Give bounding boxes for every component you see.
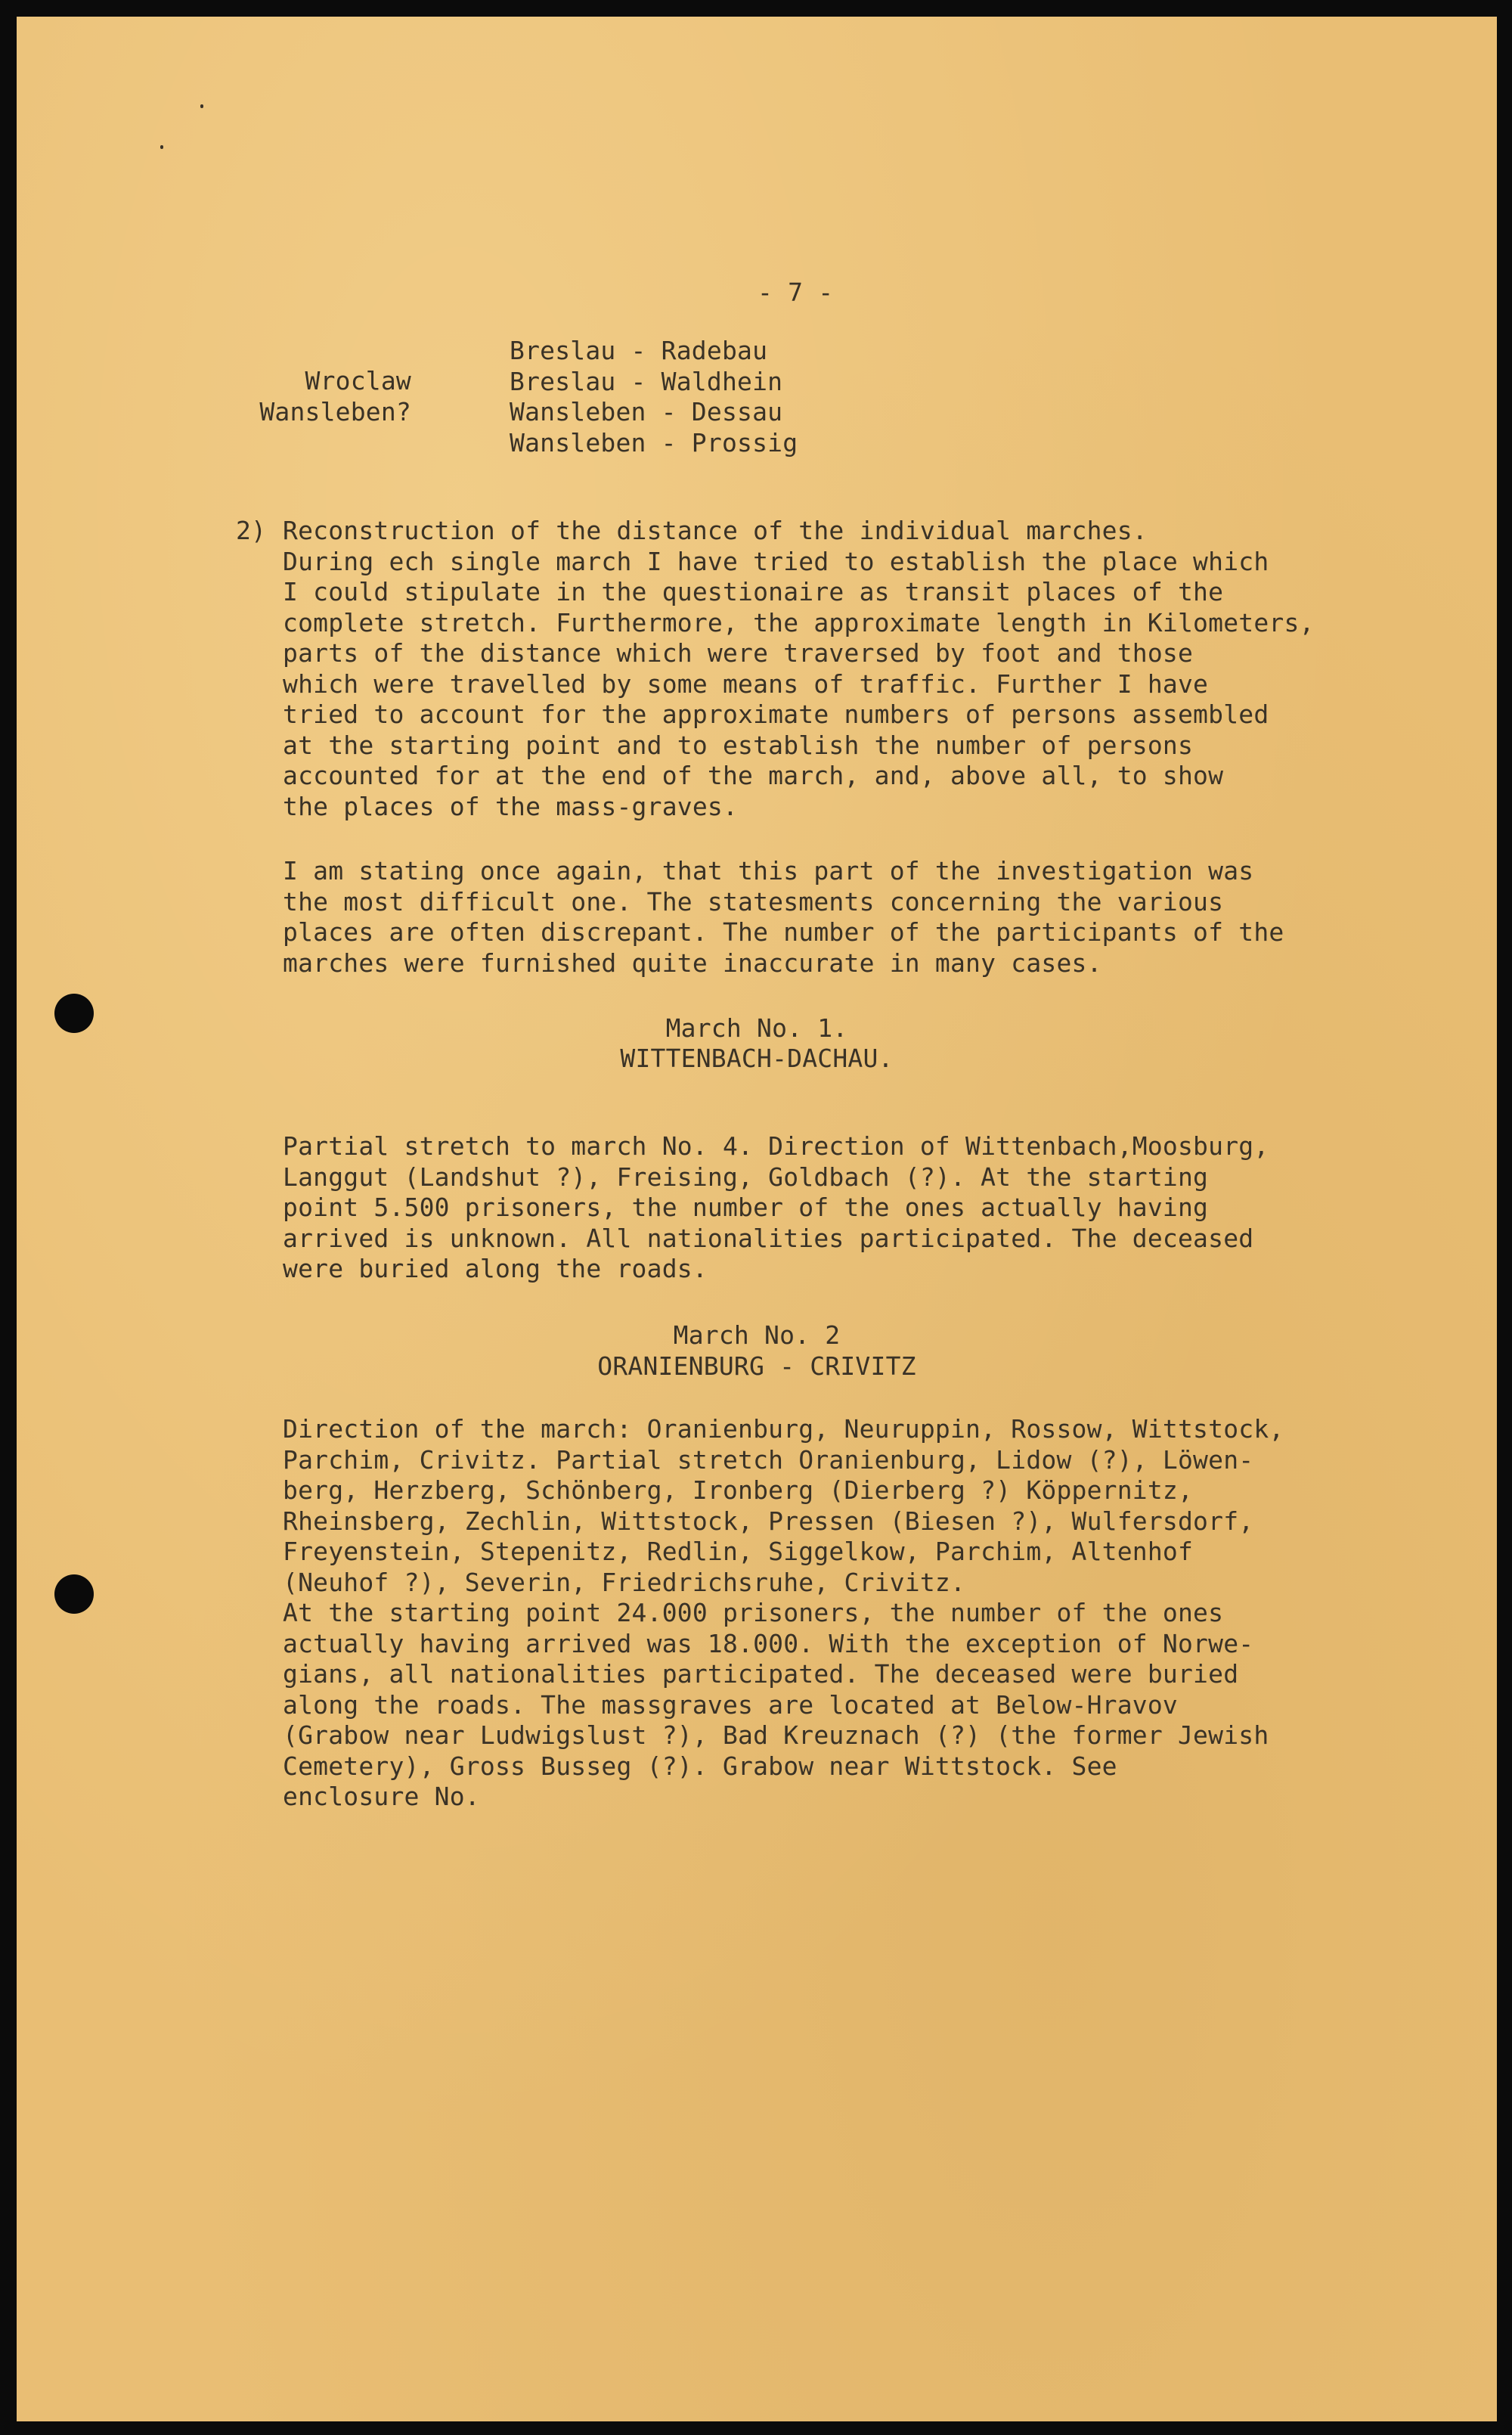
route-pair: Breslau - Waldhein: [510, 366, 783, 396]
march-1-text: Partial stretch to march No. 4. Direction of Wittenbach,Moosburg, Langgut (Landshut ?), Freising, Goldbach (?). At the starting point 5.500 prisoners, the number of the ones actually having arrived is unknown. All nationalities participated. The deceased were buried along the roads.: [283, 1131, 1269, 1283]
paper-speck: [200, 104, 203, 108]
march-1-heading: March No. 1.: [665, 1013, 848, 1043]
route-pair: Wansleben - Prossig: [510, 427, 798, 458]
march-2-route: ORANIENBURG - CRIVITZ: [597, 1351, 916, 1381]
place-name: Wroclaw: [305, 366, 411, 395]
march-1-route: WITTENBACH-DACHAU.: [620, 1044, 894, 1073]
document-page: [17, 17, 1497, 2421]
paragraph-reconstruction: Reconstruction of the distance of the individual marches. During ech single march I have tried to establish the place which I could stipulate in the questionaire as transit places of the complete stretch. Furthermore, the approximate length in Kilometers, parts of the distance which were traversed by foot and those which were travelled by some means of traffic. Further I have tried to account for the approximate numbers of persons assembled at the starting point and to establish the number of persons accounted for at the end of the march, and, above all, to show the places of the mass-graves.: [283, 516, 1315, 821]
places-right-column: [510, 336, 798, 458]
page-number: - 7 -: [758, 278, 834, 307]
route-pair: Wansleben - Dessau: [510, 397, 783, 427]
punch-hole: [54, 1574, 94, 1614]
march-2-text: Direction of the march: Oranienburg, Neuruppin, Rossow, Wittstock, Parchim, Crivitz. Partial stretch Oranienburg, Lidow (?), Löwen- berg, Herzberg, Schönberg, Ironberg (Dierberg ?) Köppernitz, Rheinsberg, Zechlin, Wittstock, Pressen (Biesen ?), Wulfersdorf, Freyenstein, Stepenitz, Redlin, Siggelkow, Parchim, Altenhof (Neuhof ?), Severin, Friedrichsruhe, Crivitz. At the starting point 24.000 prisoners, the number of the ones actually having arrived was 18.000. With the exception of Norwe- gians, all nationalities participated. The deceased were buried along the roads. The massgraves are located at Below-Hravov (Grabow near Ludwigslust ?), Bad Kreuznach (?) (the former Jewish Cemetery), Gross Busseg (?). Grabow near Wittstock. See enclosure No.: [283, 1414, 1284, 1811]
place-name: Wansleben?: [259, 396, 411, 427]
paragraph-difficulty: I am stating once again, that this part of the investigation was the most difficult one. The statesments concerning the various places are often discrepant. The number of the participants of the marches were furnished quite inaccurate in many cases.: [283, 856, 1284, 978]
section-number: 2): [236, 516, 267, 545]
places-left-column: [230, 366, 411, 427]
paper-speck: [160, 145, 163, 149]
march-2-heading: March No. 2: [673, 1320, 841, 1350]
route-pair: Breslau - Radebau: [510, 336, 768, 365]
